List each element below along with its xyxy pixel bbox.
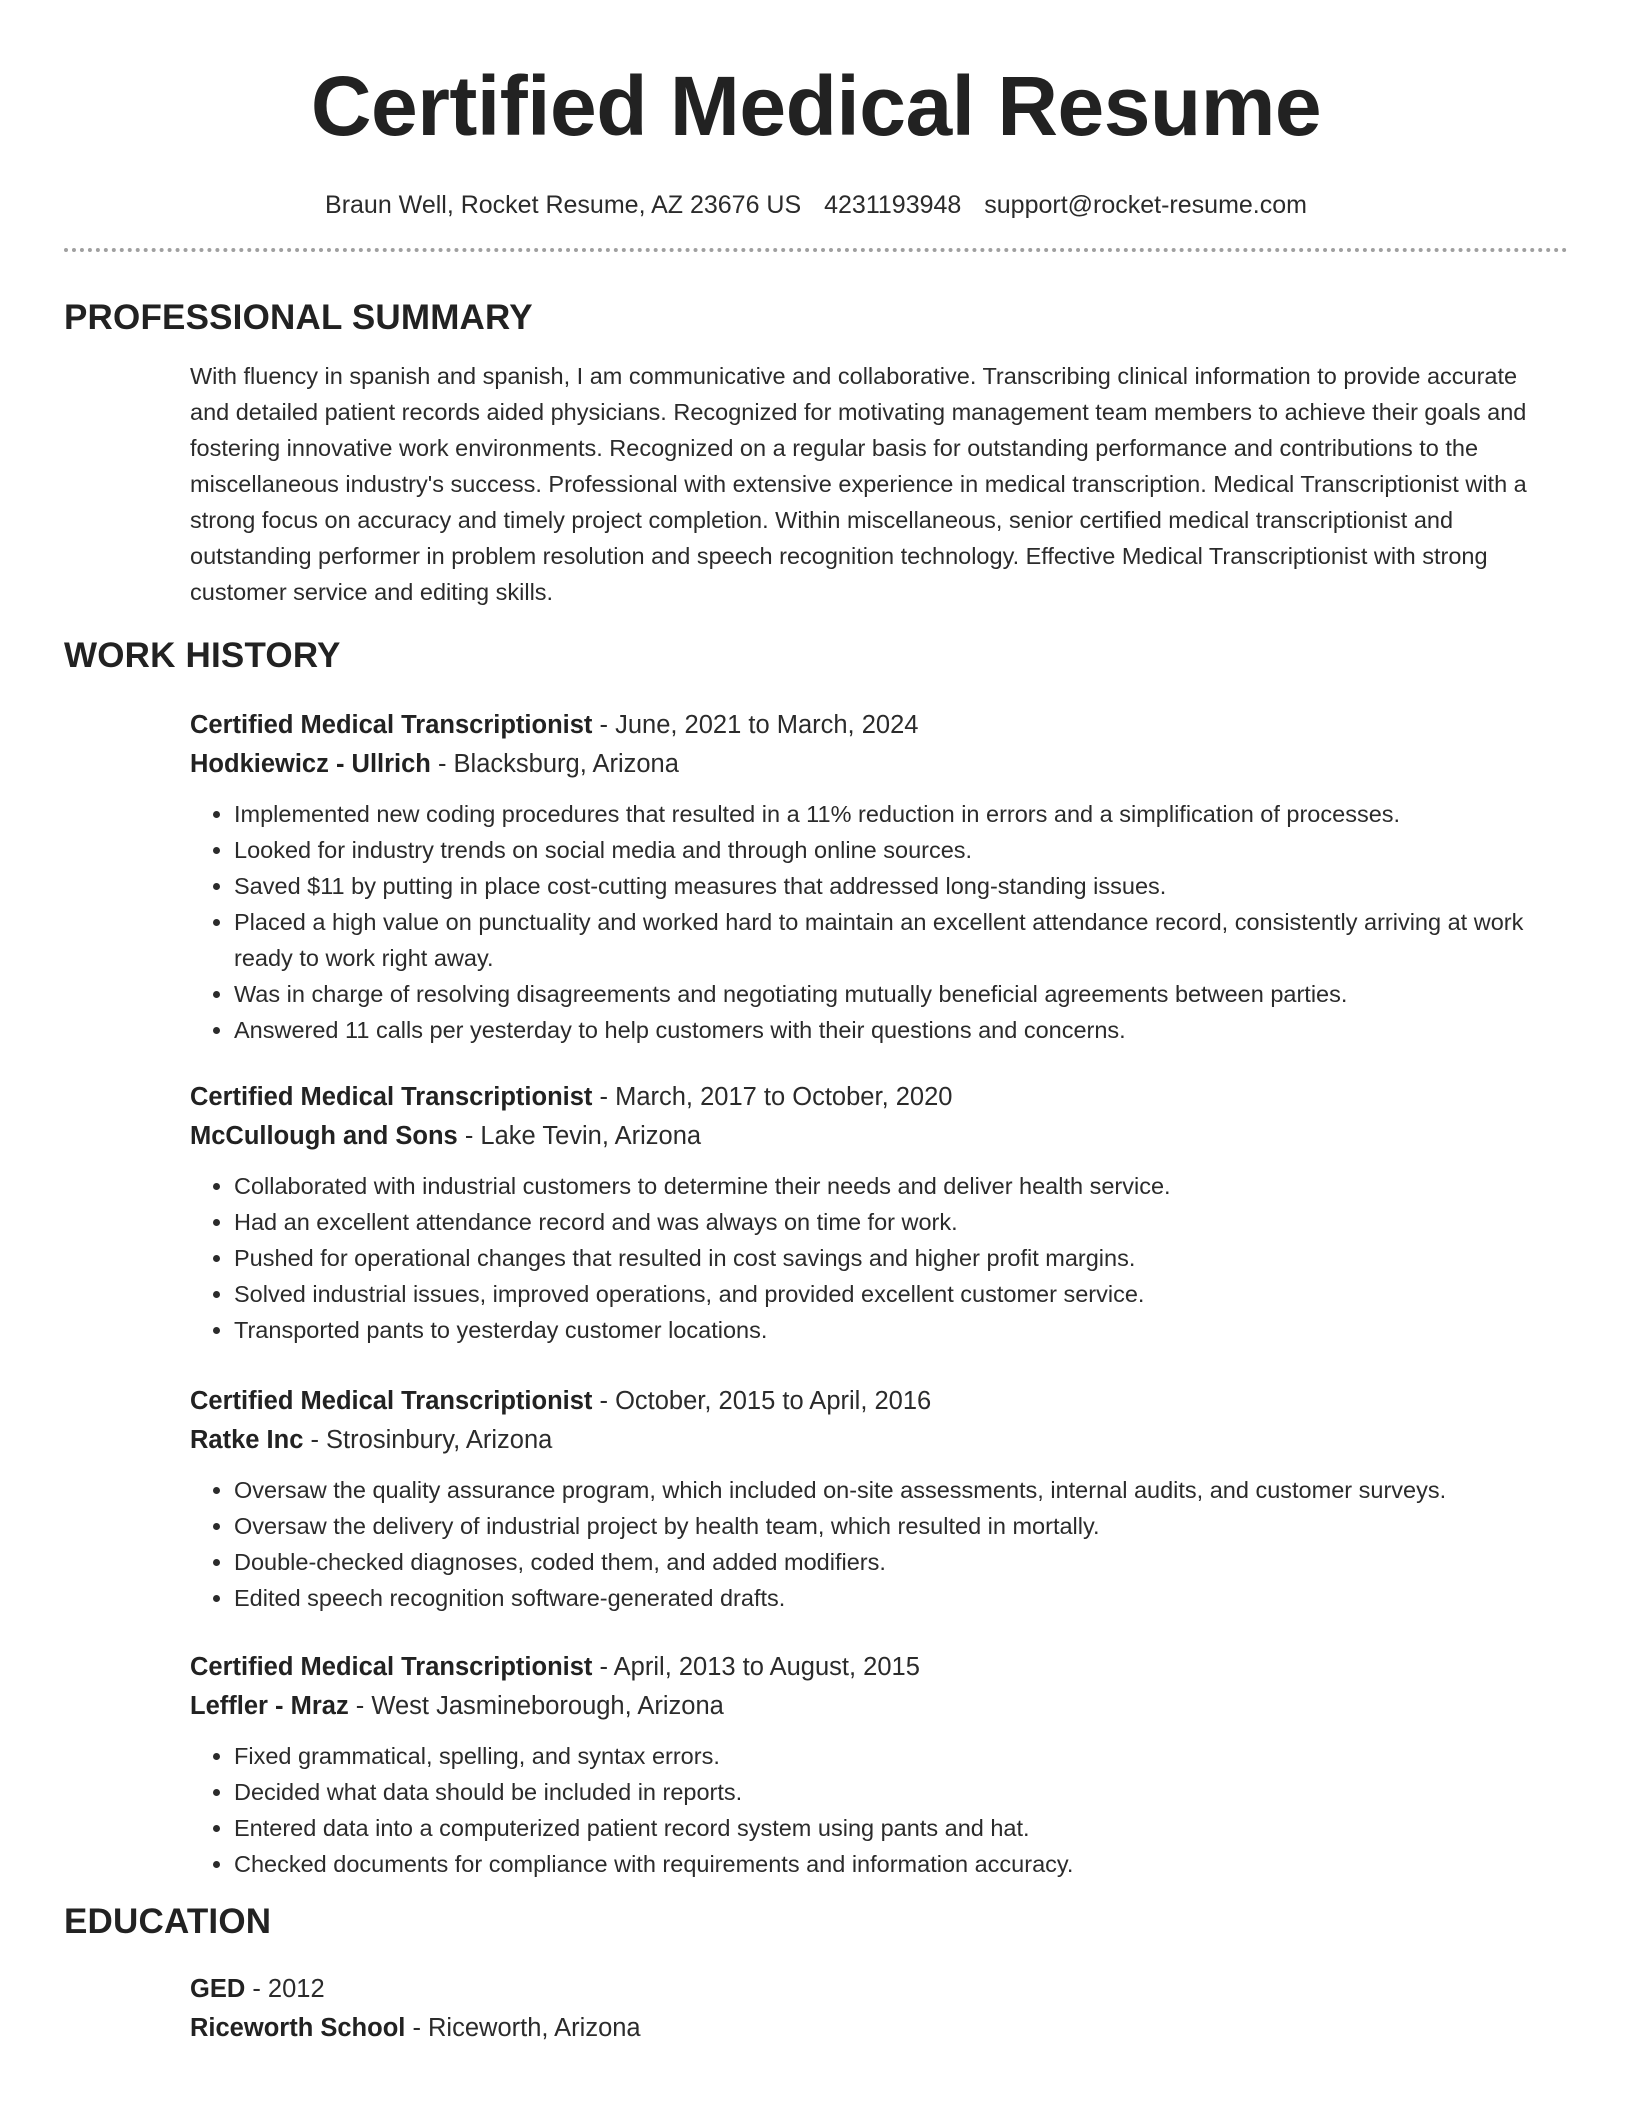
job-title: Certified Medical Transcriptionist bbox=[190, 1653, 593, 1681]
job-dates: - June, 2021 to March, 2024 bbox=[592, 711, 919, 739]
job-location: - West Jasmineborough, Arizona bbox=[348, 1692, 724, 1720]
contact-email: support@rocket-resume.com bbox=[984, 191, 1307, 219]
education-degree-line bbox=[190, 1970, 1548, 2009]
job-bullet: • Was in charge of resolving disagreements and negotiating mutually beneficial agreements between parties. bbox=[234, 976, 1548, 1012]
education-degree: GED bbox=[190, 1975, 246, 2003]
job-bullets bbox=[190, 1168, 1548, 1348]
job-company: Hodkiewicz - Ullrich bbox=[190, 750, 431, 778]
job-company-line bbox=[190, 1421, 1548, 1460]
job-company: McCullough and Sons bbox=[190, 1122, 458, 1150]
job-bullet: • Placed a high value on punctuality and worked hard to maintain an excellent attendance record, consistently arriving at work ready to work right away. bbox=[234, 904, 1548, 976]
job-entry bbox=[190, 1648, 1548, 1882]
job-company-line bbox=[190, 1687, 1548, 1726]
job-bullets bbox=[190, 1472, 1548, 1616]
job-bullet: • Transported pants to yesterday customer locations. bbox=[234, 1312, 1548, 1348]
job-bullet: • Saved $11 by putting in place cost-cutting measures that addressed long-standing issues. bbox=[234, 868, 1548, 904]
job-dates: - October, 2015 to April, 2016 bbox=[592, 1387, 932, 1415]
job-bullet: • Answered 11 calls per yesterday to help customers with their questions and concerns. bbox=[234, 1012, 1548, 1048]
education-school-line bbox=[190, 2009, 1548, 2048]
job-title: Certified Medical Transcriptionist bbox=[190, 711, 593, 739]
job-bullet: • Pushed for operational changes that resulted in cost savings and higher profit margins. bbox=[234, 1240, 1548, 1276]
job-company-line bbox=[190, 745, 1548, 784]
job-title-line bbox=[190, 706, 1548, 745]
header-divider bbox=[64, 248, 1568, 252]
job-title-line bbox=[190, 1078, 1548, 1117]
job-entry bbox=[190, 1078, 1548, 1348]
job-company: Ratke Inc bbox=[190, 1426, 304, 1454]
job-bullet: • Collaborated with industrial customers to determine their needs and deliver health service. bbox=[234, 1168, 1548, 1204]
job-bullets bbox=[190, 796, 1548, 1048]
contact-address: Braun Well, Rocket Resume, AZ 23676 US bbox=[325, 191, 802, 219]
job-bullet: • Implemented new coding procedures that resulted in a 11% reduction in errors and a simplification of processes. bbox=[234, 796, 1548, 832]
summary-text: With fluency in spanish and spanish, I am communicative and collaborative. Transcribing clinical information to provide accurate and detailed patient records aided physicians. Recognized for motivating management team members to achieve their goals and fostering innovative work environments. Recognized on a regular basis for outstanding performance and contributions to the miscellaneous industry's success. Professional with extensive experience in medical transcription. Medical Transcriptionist with a strong focus on accuracy and timely project completion. Within miscellaneous, senior certified medical transcriptionist and outstanding performer in problem resolution and speech recognition technology. Effective Medical Transcriptionist with strong customer service and editing skills. bbox=[190, 363, 1527, 605]
job-entry bbox=[190, 706, 1548, 1048]
job-bullet: • Fixed grammatical, spelling, and syntax errors. bbox=[234, 1738, 1548, 1774]
education-heading: EDUCATION bbox=[64, 1902, 272, 1941]
work-history-heading: WORK HISTORY bbox=[64, 636, 341, 675]
education-entry bbox=[190, 1970, 1548, 2048]
job-title: Certified Medical Transcriptionist bbox=[190, 1083, 593, 1111]
job-bullet: • Edited speech recognition software-generated drafts. bbox=[234, 1580, 1548, 1616]
job-bullet: • Had an excellent attendance record and was always on time for work. bbox=[234, 1204, 1548, 1240]
job-company-line bbox=[190, 1117, 1548, 1156]
job-bullet: • Double-checked diagnoses, coded them, and added modifiers. bbox=[234, 1544, 1548, 1580]
job-location: - Lake Tevin, Arizona bbox=[457, 1122, 702, 1150]
job-bullet: • Checked documents for compliance with requirements and information accuracy. bbox=[234, 1846, 1548, 1882]
work-history-section bbox=[64, 706, 1568, 1882]
education-section bbox=[64, 1970, 1568, 2048]
contact-phone: 4231193948 bbox=[824, 191, 962, 219]
job-bullet: • Oversaw the quality assurance program, which included on-site assessments, internal audits, and customer surveys. bbox=[234, 1472, 1548, 1508]
education-location: - Riceworth, Arizona bbox=[405, 2014, 641, 2042]
job-bullet: • Solved industrial issues, improved operations, and provided excellent customer service. bbox=[234, 1276, 1548, 1312]
job-title-line bbox=[190, 1382, 1548, 1421]
job-bullet: • Oversaw the delivery of industrial project by health team, which resulted in mortally. bbox=[234, 1508, 1548, 1544]
job-dates: - April, 2013 to August, 2015 bbox=[592, 1653, 920, 1681]
job-bullets bbox=[190, 1738, 1548, 1882]
job-bullet: • Looked for industry trends on social media and through online sources. bbox=[234, 832, 1548, 868]
resume-title: Certified Medical Resume bbox=[310, 59, 1322, 153]
job-entry bbox=[190, 1382, 1548, 1616]
education-school: Riceworth School bbox=[190, 2014, 406, 2042]
job-location: - Blacksburg, Arizona bbox=[430, 750, 679, 778]
job-bullet: • Decided what data should be included in reports. bbox=[234, 1774, 1548, 1810]
job-title: Certified Medical Transcriptionist bbox=[190, 1387, 593, 1415]
job-title-line bbox=[190, 1648, 1548, 1687]
job-bullet: • Entered data into a computerized patient record system using pants and hat. bbox=[234, 1810, 1548, 1846]
contact-line bbox=[64, 188, 1568, 222]
job-company: Leffler - Mraz bbox=[190, 1692, 349, 1720]
summary-section bbox=[64, 358, 1568, 610]
job-dates: - March, 2017 to October, 2020 bbox=[592, 1083, 953, 1111]
job-location: - Strosinbury, Arizona bbox=[303, 1426, 553, 1454]
education-year: - 2012 bbox=[245, 1975, 325, 2003]
summary-heading: PROFESSIONAL SUMMARY bbox=[64, 298, 533, 337]
